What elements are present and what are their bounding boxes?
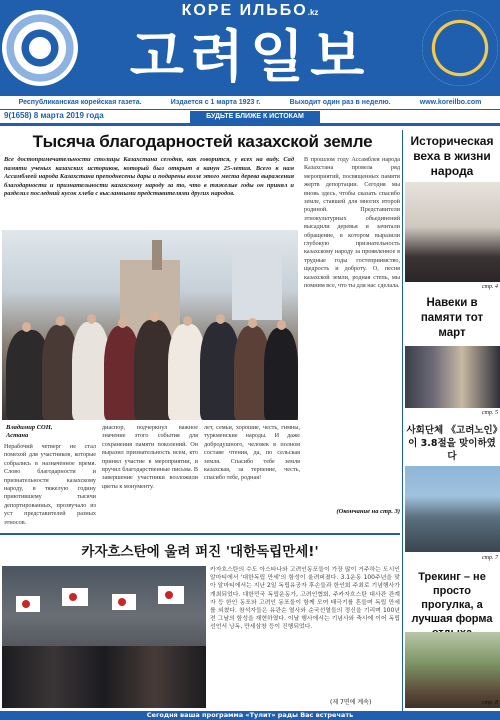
photo-person [264,328,298,420]
photo-head [22,322,31,332]
photo-head [87,314,96,324]
sidebar-item-4-title[interactable]: Трекинг – не просто прогулка, а лучшая форма [411,571,493,625]
photo-head [118,318,127,328]
photo-tower [232,250,282,320]
sidebar-item-1-page[interactable]: стр. 4 [482,284,498,290]
photo-head [248,318,257,328]
published-since: Издается с 1 марта 1923 г. [170,99,261,106]
photo-crowd [2,646,206,708]
sidebar-divider [402,130,403,720]
korean-section-divider [0,533,400,535]
masthead-domain-suffix: .kz [307,8,319,17]
photo-head [150,312,159,322]
top-divider [0,123,500,126]
main-headline[interactable]: Тысяча благодарностей казахской земле [32,132,373,151]
korean-photo-flags [2,566,206,708]
photo-flag-emblem [22,600,30,608]
photo-flag-emblem [69,593,77,601]
article-column-right: В прошлом году Ассамблея народа Казахстана провела ряд мероприятий, посвященных памяти жертв депортации. Сегодня мы вновь здесь, чтобы сказать спасибо земле, ставшей для многих второй родиной. Представители этнокультурных объединений высадили деревья и зачитали обращение, в котором выразили глубокую признательность казахскому народу за проявленное в трудные годы гостеприимство, щедрость и доброту. О, песня казахской земли, родная степь, мы помним все, что ты для нас сделала. [304,156,400,290]
sidebar-item-2-page[interactable]: стр. 5 [482,410,498,416]
photo-city: Астана [6,432,29,439]
masthead-korean-title: 고려일보 [129,25,371,90]
sidebar-photo-elders [405,466,500,552]
article-lead: Все достопримечательности столицы Казахстана сегодня, как говорится, у всех на виду. Сад памяти ученых казахских историков, который был открыт в канун 25-летия. Всего к нам Ассамблеей народа Казахстана преподнесены дары и подарены возле этого места дерева выражения благодарности и признательности казахскому народу за то, что в тяжелые годы он принял и разделил последний кусок хлеба с высланными представителями других народов. [4,156,294,197]
korean-continued: (제 7면에 계속) [330,699,372,706]
sidebar-photo-group [405,182,500,282]
article-column-1: Нерабочий четверг не стал помехой для участников, которые собрались в назначенное время. Слово благодарности и признательности казахскому народу, в тяжелую годину приютившему тысячи депортированных, прозвучало из уст представителей разных этносов. [4,443,96,526]
publish-frequency: Выходит один раз в неделю. [289,99,391,106]
sidebar-photo-trekking [405,632,500,708]
photo-head [56,316,65,326]
sidebar-item-3-page[interactable]: стр. 7 [482,555,498,561]
masthead-latin-title [0,2,500,20]
article-column-2: диаспор, подчеркнул важное значение этого события для сохранения памяти поколений. Он выразил признательность всем, кто принял участие в мероприятии, и вручил благодарственные письма. В завершение участники возложили цветы к монументу. [102,424,198,490]
masthead [0,0,500,96]
sidebar-item-1-title[interactable]: Историческая веха в жизни народа [410,134,494,178]
photo-flag-emblem [165,591,173,599]
sidebar-photo-stage [405,346,500,408]
issue-number-date: 9(1658) 8 марта 2019 года [4,111,104,120]
slogan-banner: БУДЬТЕ БЛИЖЕ К ИСТОКАМ [190,111,320,123]
footer-banner: Сегодня ваша программа «Тулит» рады Вас встречать [0,711,500,720]
continued-on-page: (Окончание на стр. 3) [336,508,400,515]
korean-headline[interactable]: 카자흐스탄에 울려 퍼진 '대한독립만세!' [81,544,319,560]
photo-spire [152,240,162,270]
photo-author: Владимир СОН, [6,424,53,431]
photo-head [277,320,286,330]
sidebar-item-2-title[interactable]: Навеки в памяти тот март [420,297,484,339]
masthead-latin-text: КОРЕ ИЛЬБО [181,2,308,19]
info-bar [0,96,500,110]
website-link[interactable]: www.koreilbo.com [419,99,482,106]
paper-type: Республиканская корейская газета. [18,99,142,106]
issue-bar [0,111,500,123]
group-photo-astana [2,230,298,420]
photo-head [183,316,192,326]
photo-flag-emblem [118,598,126,606]
photo-head [216,314,225,324]
sidebar-item-4-page[interactable]: стр. 8 [482,700,498,706]
sidebar-item-3-title[interactable]: 사회단체 《고려노인》이 3.8절을 맞이하였다 [406,425,498,462]
assembly-emblem-icon [422,10,498,86]
article-column-3: лет, семьи, хорошие, честь, гимны, туркменские народы. И даже добродушного, человек в полном составе чтения, да, по сельская земля. Спасибо тебе земля казахская, за терпение, честь, спасибо тебе, родная! [204,424,300,482]
korean-article-body: 카자흐스탄의 수도 아스타나와 고려인동포들이 가장 많이 거주하는 도시인 알마티에서 '대한독립 만세'의 함성이 울려퍼졌다. 3.1운동 100주년을 맞아 알마티에서는 지난 2일 독립유공자 후손들과 한인회 주최로 기념행사가 개최되었다. 대한민국 독립운동가, 고려인협회, 주카자흐스탄 대사관 관계자 등 한인 동포와 고려인 동포들이 함께 모여 태극기를 흔들며 독립 만세를 외쳤다. 참석자들은 유관순 열사와 순국선열들의 정신을 기리며 100년 전 그날의 함성을 재현하였다. 이날 행사에서는 기념사와 축사에 이어 독립선언서 낭독, 만세삼창 등이 진행되었다. [210,567,400,631]
